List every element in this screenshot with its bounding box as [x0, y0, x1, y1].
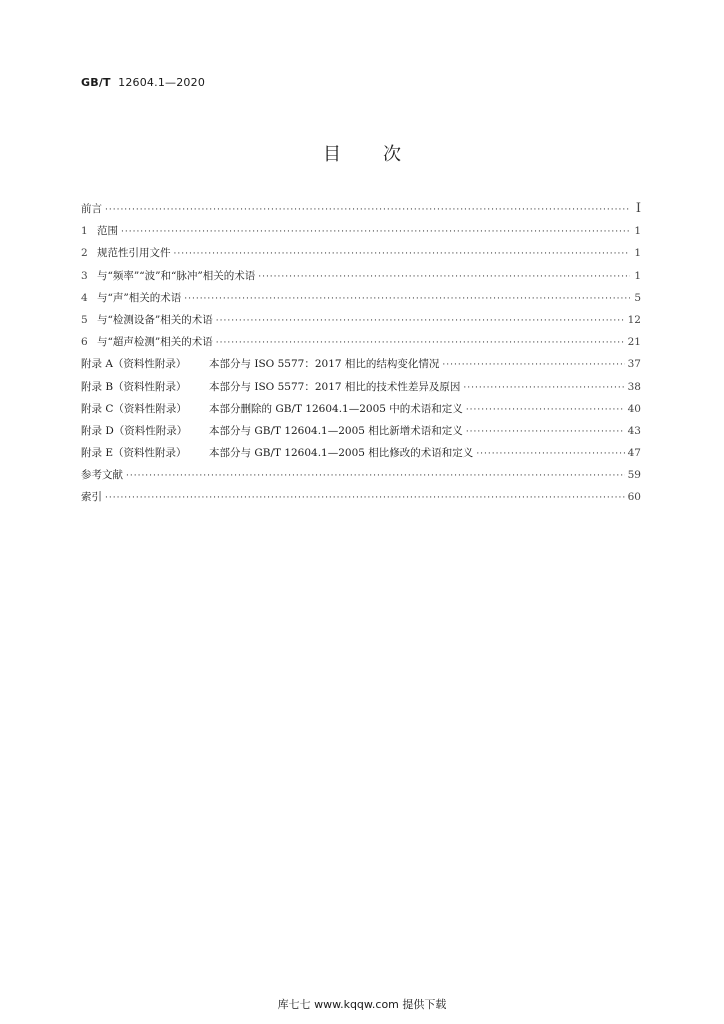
dot-leader [466, 399, 625, 421]
toc-entry-page: 59 [627, 469, 641, 482]
toc-entry-label: 本部分与 GB/T 12604.1—2005 相比新增术语和定义 [209, 424, 463, 437]
toc-entry-scope[interactable] [81, 220, 641, 242]
toc-entry-page: 38 [627, 380, 641, 393]
toc-entry-page: 21 [627, 336, 641, 349]
table-of-contents [81, 198, 641, 509]
toc-entry-label: 索引 [81, 491, 102, 504]
toc-entry-label: 与“超声检测”相关的术语 [97, 336, 213, 349]
toc-entry-label: 本部分与 GB/T 12604.1—2005 相比修改的术语和定义 [209, 447, 474, 460]
toc-entry-page: 37 [627, 358, 641, 371]
dot-leader [105, 487, 625, 509]
toc-entry-page: Ⅰ [635, 201, 641, 216]
toc-entry-foreword[interactable] [81, 198, 641, 220]
title-char-2: 次 [383, 144, 401, 165]
toc-entry-page: 1 [634, 247, 641, 260]
dot-leader [258, 266, 630, 288]
toc-entry-appendix-a[interactable] [81, 353, 641, 375]
page-title [0, 140, 724, 166]
toc-entry-appendix-b[interactable] [81, 376, 641, 398]
page-header [81, 76, 205, 89]
toc-entry-sound[interactable] [81, 287, 641, 309]
appendix-title: 附录 C（资料性附录） [81, 402, 187, 415]
toc-entry-label: 与“频率”“波”和“脉冲”相关的术语 [97, 269, 256, 282]
dot-leader [126, 465, 625, 487]
toc-entry-page: 47 [627, 447, 641, 460]
toc-entry-number: 1 [81, 225, 88, 238]
dot-leader [216, 332, 625, 354]
appendix-title: 附录 D（资料性附录） [81, 424, 188, 437]
toc-entry-page: 5 [634, 291, 641, 304]
toc-entry-normative-references[interactable] [81, 242, 641, 264]
toc-entry-index[interactable] [81, 486, 641, 508]
toc-entry-label: 本部分删除的 GB/T 12604.1—2005 中的术语和定义 [209, 402, 463, 415]
dot-leader [466, 421, 625, 443]
toc-entry-page: 1 [634, 225, 641, 238]
dot-leader [442, 354, 624, 376]
toc-entry-testing-equipment[interactable] [81, 309, 641, 331]
toc-entry-page: 60 [627, 491, 641, 504]
dot-leader [463, 377, 624, 399]
toc-entry-label: 本部分与 ISO 5577：2017 相比的技术性差异及原因 [209, 380, 461, 393]
toc-entry-label: 与“检测设备”相关的术语 [97, 313, 213, 326]
toc-entry-label: 参考文献 [81, 469, 123, 482]
toc-entry-label: 本部分与 ISO 5577：2017 相比的结构变化情况 [209, 358, 440, 371]
dot-leader [121, 221, 630, 243]
toc-entry-page: 40 [627, 402, 641, 415]
dot-leader [184, 288, 630, 310]
appendix-title: 附录 B（资料性附录） [81, 380, 187, 393]
toc-entry-label: 范围 [97, 225, 118, 238]
toc-entry-label: 与“声”相关的术语 [97, 291, 182, 304]
toc-entry-page: 12 [627, 313, 641, 326]
toc-entry-number: 5 [81, 313, 88, 326]
appendix-title: 附录 E（资料性附录） [81, 447, 187, 460]
toc-entry-page: 43 [627, 424, 641, 437]
toc-entry-bibliography[interactable] [81, 464, 641, 486]
dot-leader [174, 243, 631, 265]
appendix-title: 附录 A（资料性附录） [81, 358, 187, 371]
toc-entry-label: 规范性引用文件 [97, 247, 171, 260]
download-watermark: 库七七 www.kqqw.com 提供下载 [277, 998, 447, 1011]
toc-entry-number: 4 [81, 291, 88, 304]
toc-entry-number: 6 [81, 336, 88, 349]
standard-prefix: GB/T [81, 76, 111, 89]
title-char-1: 目 [323, 144, 341, 165]
toc-entry-page: 1 [634, 269, 641, 282]
toc-entry-number: 3 [81, 269, 88, 282]
dot-leader [105, 199, 630, 221]
toc-entry-number: 2 [81, 247, 88, 260]
toc-entry-appendix-e[interactable] [81, 442, 641, 464]
dot-leader [216, 310, 625, 332]
toc-entry-ultrasonic-testing[interactable] [81, 331, 641, 353]
toc-entry-appendix-d[interactable] [81, 420, 641, 442]
toc-entry-label: 前言 [81, 203, 102, 215]
standard-number: 12604.1—2020 [118, 76, 206, 89]
dot-leader [476, 443, 624, 465]
toc-entry-frequency-wave-pulse[interactable] [81, 265, 641, 287]
toc-entry-appendix-c[interactable] [81, 398, 641, 420]
